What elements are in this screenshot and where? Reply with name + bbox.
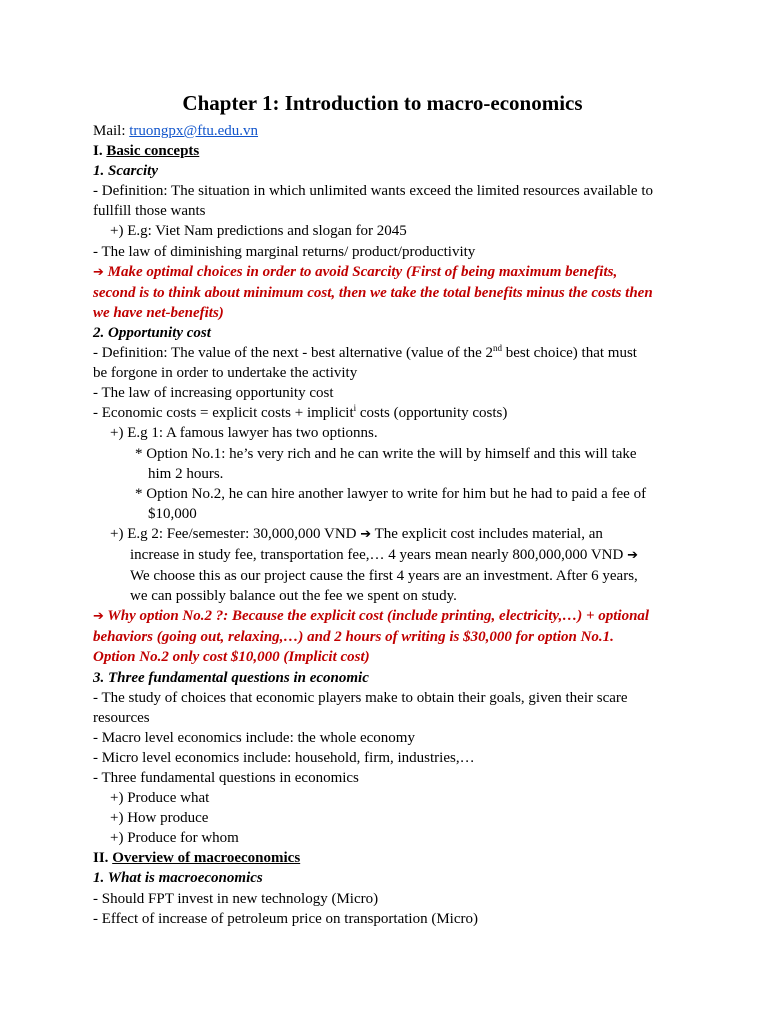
subheading-what-is-macro: 1. What is macroeconomics <box>93 870 263 887</box>
arrow-icon: ➔ <box>360 526 372 542</box>
footnote-ref[interactable]: i <box>353 403 357 414</box>
subheading-scarcity: 1. Scarcity <box>93 163 158 180</box>
text-line: resources <box>93 709 150 726</box>
text-line: +) Produce what <box>110 790 210 807</box>
text-line: - The law of diminishing marginal returns/ product/productivity <box>93 243 476 260</box>
text-line: fullfill those wants <box>93 203 206 220</box>
section-heading-overview: II. Overview of macroeconomics <box>93 850 301 867</box>
note-line: ➔ Make optimal choices in order to avoid Scarcity (First of being maximum benefits, <box>93 263 618 280</box>
mail-line <box>93 121 688 141</box>
arrow-icon: ➔ <box>627 547 638 563</box>
text-line: +) E.g: Viet Nam predictions and slogan for 2045 <box>110 223 407 240</box>
note-line: ➔ Why option No.2 ?: Because the explicit cost (include printing, electricity,…) + optional <box>93 608 650 625</box>
bullet-line: $10,000 <box>148 505 197 522</box>
text-line: - Micro level economics include: household, firm, industries,… <box>93 749 475 766</box>
bullet-line: * Option No.2, he can hire another lawyer to write for him but he had to paid a fee of <box>135 485 647 502</box>
text-line: +) Produce for whom <box>110 830 239 847</box>
section-title: Overview of macroeconomics <box>112 850 301 867</box>
text-line: - Macro level economics include: the whole economy <box>93 729 415 746</box>
text-line: +) How produce <box>110 810 209 827</box>
text-line: be forgone in order to undertake the activity <box>93 365 358 382</box>
text-line: increase in study fee, transportation fee,… 4 years mean nearly 800,000,000 VND ➔ <box>130 546 638 563</box>
text-line: - The law of increasing opportunity cost <box>93 385 334 402</box>
mail-link[interactable]: truongpx@ftu.edu.vn <box>129 123 259 139</box>
subheading-opportunity-cost: 2. Opportunity cost <box>93 324 211 341</box>
subheading-fundamental-questions: 3. Three fundamental questions in economic <box>93 669 369 686</box>
page-title: Chapter 1: Introduction to macro-economics <box>182 91 583 115</box>
text-line: - Definition: The value of the next - best alternative (value of the 2nd best choice) that must <box>93 343 637 362</box>
note-line: second is to think about minimum cost, then we take the total benefits minus the costs then <box>93 284 653 301</box>
arrow-icon: ➔ <box>93 609 104 625</box>
text-line: - Should FPT invest in new technology (Micro) <box>93 890 379 907</box>
bullet-line: * Option No.1: he’s very rich and he can write the will by himself and this will take <box>135 445 637 462</box>
section-title: Basic concepts <box>106 143 200 160</box>
section-heading-basic: I. Basic concepts <box>93 143 200 160</box>
text-line: - The study of choices that economic players make to obtain their goals, given their scare <box>93 689 628 706</box>
text-line: - Effect of increase of petroleum price on transportation (Micro) <box>93 910 478 927</box>
text-line: We choose this as our project cause the first 4 years are an investment. After 6 years, <box>130 568 638 585</box>
note-line: behaviors (going out, relaxing,…) and 2 hours of writing is $30,000 for option No.1. <box>93 629 614 646</box>
text-line: +) E.g 2: Fee/semester: 30,000,000 VND ➔ The explicit cost includes material, an <box>110 525 603 542</box>
text-line: - Economic costs = explicit costs + implicit$^i$ costs (opportunity costs) <box>93 403 508 422</box>
mail-label: Mail: <box>93 123 130 139</box>
text-line: - Three fundamental questions in economics <box>93 770 359 786</box>
text-line: +) E.g 1: A famous lawyer has two optionns. <box>110 425 378 442</box>
note-line: we have net-benefits) <box>93 304 224 321</box>
arrow-icon: ➔ <box>93 264 104 280</box>
text-line: we can possibly balance out the fee we spent on study. <box>130 588 457 605</box>
note-line: Option No.2 only cost $10,000 (Implicit cost) <box>93 649 370 666</box>
bullet-line: him 2 hours. <box>148 465 224 482</box>
text-line: - Definition: The situation in which unlimited wants exceed the limited resources available to <box>93 183 653 200</box>
